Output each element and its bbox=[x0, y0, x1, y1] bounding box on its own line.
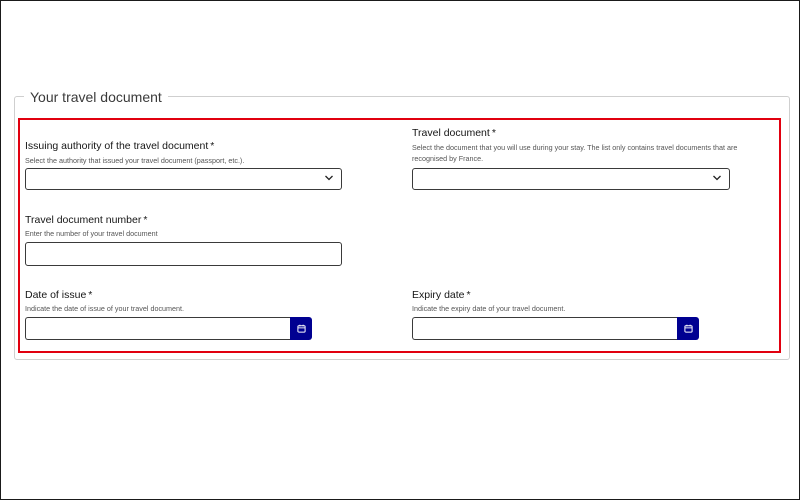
travel-document-select[interactable] bbox=[412, 168, 730, 190]
required-mark: * bbox=[143, 214, 148, 226]
expiry-date-input[interactable] bbox=[412, 317, 678, 340]
required-mark: * bbox=[210, 140, 215, 152]
date-of-issue-calendar-button[interactable] bbox=[290, 317, 312, 340]
chevron-down-icon bbox=[324, 173, 334, 183]
travel-document-hint: Select the document that you will use during your stay. The list only contains travel documents that are recognised by France. bbox=[412, 143, 738, 163]
travel-document-label: Travel document * bbox=[412, 127, 496, 139]
required-mark: * bbox=[466, 289, 471, 301]
date-of-issue-hint: Indicate the date of issue of your travel document. bbox=[25, 304, 185, 313]
document-number-input[interactable] bbox=[25, 242, 342, 266]
calendar-icon bbox=[297, 324, 306, 333]
expiry-date-calendar-button[interactable] bbox=[677, 317, 699, 340]
calendar-icon bbox=[684, 324, 693, 333]
required-mark: * bbox=[88, 289, 93, 301]
issuing-authority-label: Issuing authority of the travel document * bbox=[25, 140, 215, 152]
issuing-authority-hint: Select the authority that issued your travel document (passport, etc.). bbox=[25, 156, 245, 165]
chevron-down-icon bbox=[712, 173, 722, 183]
expiry-date-label: Expiry date * bbox=[412, 289, 471, 301]
expiry-date-hint: Indicate the expiry date of your travel document. bbox=[412, 304, 566, 313]
required-mark: * bbox=[491, 127, 496, 139]
fieldset-legend: Your travel document bbox=[24, 88, 168, 106]
document-number-label: Travel document number * bbox=[25, 214, 148, 226]
issuing-authority-select[interactable] bbox=[25, 168, 342, 190]
document-number-hint: Enter the number of your travel document bbox=[25, 229, 158, 238]
date-of-issue-label: Date of issue * bbox=[25, 289, 93, 301]
date-of-issue-input[interactable] bbox=[25, 317, 291, 340]
